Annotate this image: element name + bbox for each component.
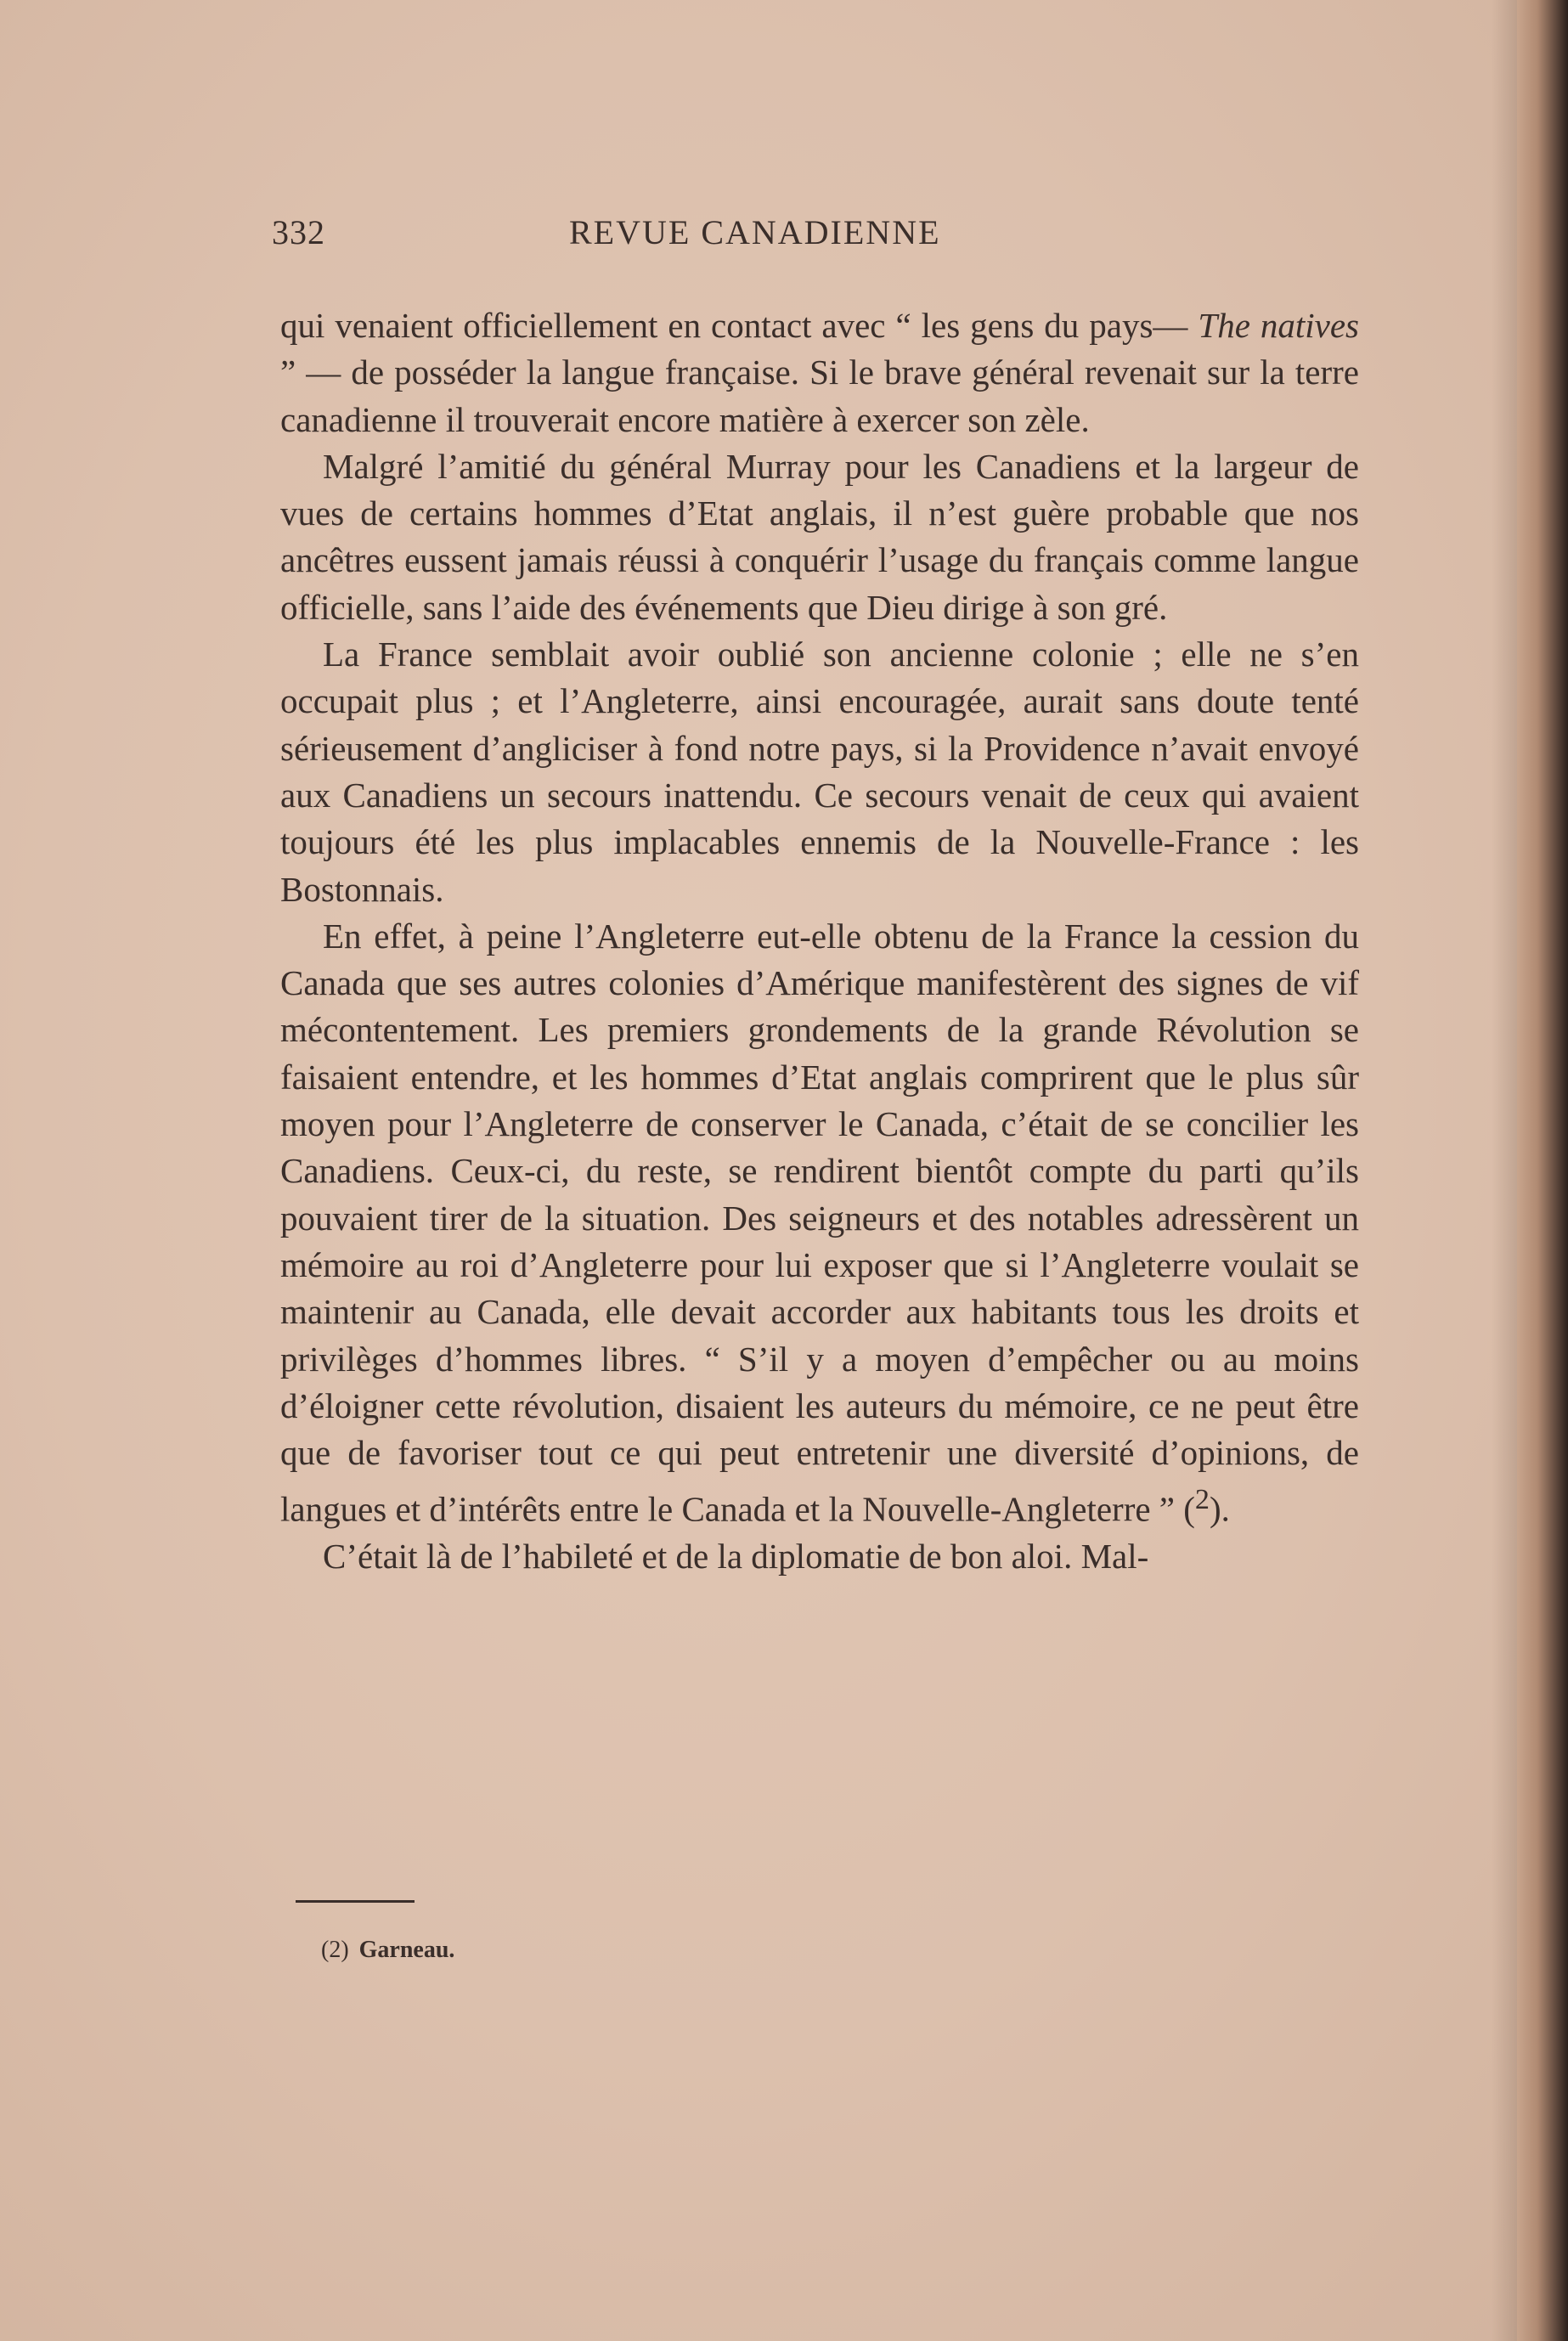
- paragraph-2: Malgré l’amitié du général Murray pour les Canadiens et la largeur de vues de certains hommes d’Etat anglais, il n’est guère probable que nos ancêtres eussent jamais réussi à conquérir l’usage du français comme langue officielle, sans l’aide des événements que Dieu dirige à son gré.: [280, 446, 1359, 627]
- paragraph-1: [280, 302, 1359, 443]
- paragraph-5: C’était là de l’habileté et de la diplomatie de bon aloi. Mal-: [323, 1537, 1149, 1577]
- paragraph-4-text-a: En effet, à peine l’Angleterre eut-elle obtenu de la France la cession du Canada que ses autres colonies d’Amérique manifestèrent des signes de vif mécontentement. Les premiers grondements de la grande Révolution se faisaient entendre, et les hommes d’Etat anglais comprirent que le plus sûr moyen pour l’Angleterre de conserver le Canada, c’était de se concilier les Canadiens. Ceux-ci, du reste, se rendirent bientôt compte du parti qu’ils pouvaient tirer de la situation. Des seigneurs et des notables adressèrent un mémoire au roi d’Angleterre pour lui exposer que si l’Angleterre voulait se maintenir au Canada, elle devait accorder aux habitants tous les droits et privilèges d’hommes libres. “ S’il y a moyen d’empêcher ou au moins d’éloigner cette révolution, disaient les auteurs du mémoire, ce ne peut être que de favoriser tout ce qui peut entretenir une diversité d’opinions, de langues et d’intérêts entre le Canada et la Nouvelle-Angleterre ” (: [280, 916, 1359, 1530]
- paragraph-1-text-a: qui venaient officiellement en contact avec “ les gens du pays—: [280, 306, 1199, 345]
- paragraph-1-italic: The natives: [1198, 306, 1359, 345]
- paragraph-1-text-b: ” — de posséder la langue française. Si le brave général revenait sur la terre canadienne il trouverait encore matière à exercer son zèle.: [280, 353, 1359, 439]
- footnote-text: Garneau.: [358, 1937, 455, 1963]
- footnote-marker: 2: [1194, 1484, 1210, 1516]
- footnote-ref: (2): [321, 1937, 349, 1963]
- binding-shadow: [1492, 0, 1517, 2341]
- page-number: 332: [272, 213, 325, 251]
- article-body: [280, 302, 1359, 1581]
- paragraph-3: La France semblait avoir oublié son ancienne colonie ; elle ne s’en occupait plus ; et l’Angleterre, ainsi encouragée, aurait sans doute tenté sérieusement d’angliciser à fond notre pays, si la Providence n’avait envoyé aux Canadiens un secours inattendu. Ce secours venait de ceux qui avaient toujours été les plus implacables ennemis de la Nouvelle-France : les Bostonnais.: [280, 635, 1359, 909]
- running-head: REVUE CANADIENNE: [569, 213, 941, 251]
- paragraph-4: [280, 913, 1359, 1534]
- footnote: [321, 1937, 454, 1964]
- paragraph-4-text-b: ).: [1209, 1490, 1230, 1530]
- book-binding-edge: [1517, 0, 1568, 2341]
- footnote-divider: [296, 1900, 415, 1903]
- page-header: [272, 212, 1393, 263]
